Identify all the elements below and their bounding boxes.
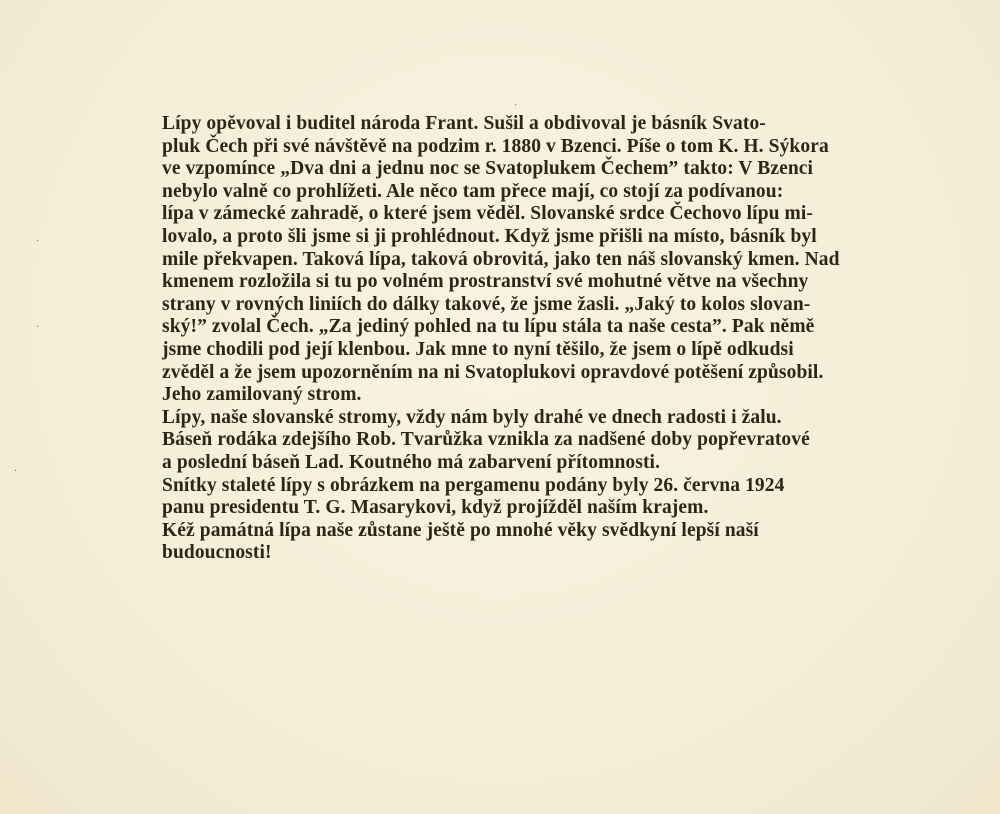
text-line: nebylo valně co prohlížeti. Ale něco tam přece mají, co stojí za podívanou:: [162, 180, 784, 202]
text-line: ve vzpomínce „Dva dni a jednu noc se Svatoplukem Čechem” takto: V Bzenci: [162, 158, 814, 180]
text-line: Lípy opěvoval i buditel národa Frant. Sušil a obdivoval je básník Svato-: [162, 113, 766, 134]
document-body: [162, 113, 840, 565]
margin-speck: ·: [14, 466, 18, 477]
margin-speck: ·: [514, 100, 518, 111]
text-line: lípa v zámecké zahradě, o které jsem věděl. Slovanské srdce Čechovo lípu mi-: [162, 203, 814, 225]
text-line: Báseň rodáka zdejšího Rob. Tvarůžka vznikla za nadšené doby popřevratové: [162, 429, 810, 451]
text-line: jsme chodili pod její klenbou. Jak mne to nyní těšilo, že jsem o lípě odkudsi: [162, 338, 794, 360]
text-line: ský!” zvolal Čech. „Za jediný pohled na tu lípu stála ta naše cesta”. Pak němě: [162, 316, 815, 338]
text-line: panu presidentu T. G. Masarykovi, když projížděl naším krajem.: [162, 497, 709, 519]
text-line: a poslední báseň Lad. Koutného má zabarvení přítomnosti.: [162, 451, 661, 473]
text-line: mile překvapen. Taková lípa, taková obrovitá, jako ten náš slovanský kmen. Nad: [162, 248, 840, 270]
text-line: lovalo, a proto šli jsme si ji prohlédnout. Když jsme přišli na místo, básník byl: [162, 225, 817, 247]
text-line: Lípy, naše slovanské stromy, vždy nám byly drahé ve dnech radosti i žalu.: [162, 406, 782, 428]
margin-speck: ·: [36, 236, 40, 247]
text-line: strany v rovných liniích do dálky takové, že jsme žasli. „Jaký to kolos slovan-: [162, 293, 811, 315]
text-line: Kéž památná lípa naše zůstane ještě po mnohé věky svědkyní lepší naší: [162, 519, 759, 541]
text-line: zvěděl a že jsem upozorněním na ni Svatoplukovi opravdové potěšení způsobil.: [162, 361, 824, 383]
text-line: Snítky staleté lípy s obrázkem na pergamenu podány byly 26. června 1924: [162, 474, 785, 496]
margin-speck: ·: [36, 322, 40, 333]
text-line: kmenem rozložila si tu po volném prostranství své mohutné větve na všechny: [162, 271, 809, 293]
text-line: pluk Čech při své návštěvě na podzim r. 1880 v Bzenci. Píše o tom K. H. Sýkora: [162, 135, 829, 157]
text-line: budoucnosti!: [162, 542, 272, 564]
text-line: Jeho zamilovaný strom.: [162, 384, 362, 406]
